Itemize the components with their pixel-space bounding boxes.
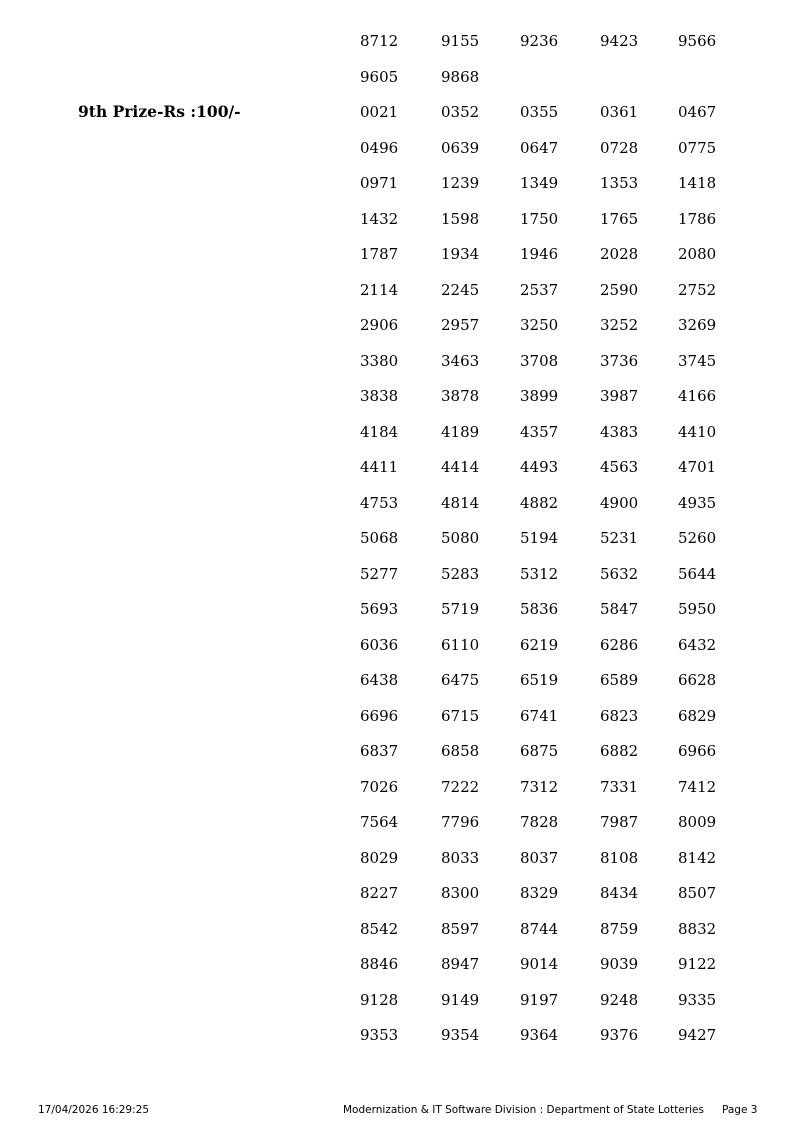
winning-number: 9376 [600, 1026, 639, 1044]
winning-number: 1934 [441, 245, 480, 263]
winning-number: 8329 [520, 884, 559, 902]
winning-number: 0361 [600, 103, 639, 121]
table-row [0, 918, 800, 954]
winning-number: 9149 [441, 990, 480, 1009]
winning-number: 6966 [678, 742, 717, 760]
winning-number: 8009 [678, 813, 717, 831]
winning-number: 5194 [520, 529, 559, 547]
winning-number: 3838 [360, 387, 399, 405]
winning-number: 6628 [678, 671, 717, 689]
winning-number: 2906 [360, 316, 399, 334]
winning-number: 5693 [360, 600, 399, 618]
winning-number: 0775 [678, 138, 717, 157]
winning-number: 1786 [678, 209, 717, 228]
winning-number: 9197 [520, 990, 559, 1009]
winning-number: 2957 [441, 316, 480, 334]
table-row [0, 847, 800, 883]
prize-label: 9th Prize-Rs :100/- [78, 102, 241, 121]
winning-number: 9128 [360, 990, 399, 1009]
winning-number: 4166 [678, 387, 717, 405]
winning-number: 8434 [600, 884, 639, 902]
winning-number: 6519 [520, 671, 559, 689]
winning-number: 5277 [360, 564, 399, 583]
winning-number: 0647 [520, 138, 559, 157]
winning-number: 9236 [520, 32, 559, 50]
winning-number: 4184 [360, 422, 399, 441]
table-row [0, 101, 800, 137]
winning-number: 4383 [600, 422, 639, 441]
winning-number: 1765 [600, 209, 639, 228]
winning-number: 4753 [360, 493, 399, 512]
winning-number: 4493 [520, 458, 559, 476]
winning-number: 6589 [600, 671, 639, 689]
winning-number: 3252 [600, 316, 639, 334]
winning-number: 8142 [678, 848, 717, 867]
winning-number: 9364 [520, 1026, 559, 1044]
table-row [0, 208, 800, 244]
winning-number: 0971 [360, 174, 399, 192]
table-row [0, 421, 800, 457]
winning-number: 6858 [441, 742, 480, 760]
winning-number: 4882 [520, 493, 559, 512]
winning-number: 8947 [441, 955, 480, 973]
winning-number: 2028 [600, 245, 639, 263]
table-row [0, 563, 800, 599]
winning-number: 5283 [441, 564, 480, 583]
winning-number: 1598 [441, 209, 480, 228]
table-row [0, 669, 800, 705]
winning-number: 6438 [360, 671, 399, 689]
winning-number: 5847 [600, 600, 639, 618]
winning-number: 9039 [600, 955, 639, 973]
table-row [0, 314, 800, 350]
winning-number: 7312 [520, 777, 559, 796]
winning-number: 3987 [600, 387, 639, 405]
winning-number: 6741 [520, 706, 559, 725]
table-row [0, 740, 800, 776]
winning-number: 8744 [520, 919, 559, 938]
table-row [0, 953, 800, 989]
winning-number: 2245 [441, 280, 480, 299]
winning-number: 2114 [360, 280, 399, 299]
winning-number: 3745 [678, 351, 717, 370]
winning-number: 8108 [600, 848, 639, 867]
winning-number: 0021 [360, 103, 399, 121]
winning-number: 4189 [441, 422, 480, 441]
winning-number: 5080 [441, 529, 480, 547]
winning-number: 8029 [360, 848, 399, 867]
winning-number: 4935 [678, 493, 717, 512]
table-row [0, 172, 800, 208]
table-row [0, 1024, 800, 1060]
winning-number: 8597 [441, 919, 480, 938]
winning-number: 6882 [600, 742, 639, 760]
winning-number: 1349 [520, 174, 559, 192]
winning-number: 6475 [441, 671, 480, 689]
winning-number: 9354 [441, 1026, 480, 1044]
table-row [0, 634, 800, 670]
winning-number: 3736 [600, 351, 639, 370]
table-row [0, 350, 800, 386]
winning-number: 2537 [520, 280, 559, 299]
winning-number: 6875 [520, 742, 559, 760]
winning-number: 0639 [441, 138, 480, 157]
winning-number: 8832 [678, 919, 717, 938]
winning-number: 3269 [678, 316, 717, 334]
winning-number: 0496 [360, 138, 399, 157]
winning-number: 8507 [678, 884, 717, 902]
winning-number: 6696 [360, 706, 399, 725]
winning-number: 3708 [520, 351, 559, 370]
winning-number: 3250 [520, 316, 559, 334]
winning-number: 7987 [600, 813, 639, 831]
winning-number: 0352 [441, 103, 480, 121]
winning-number: 9014 [520, 955, 559, 973]
winning-number: 9423 [600, 32, 639, 50]
winning-number: 7796 [441, 813, 480, 831]
table-row [0, 776, 800, 812]
footer-division: Modernization & IT Software Division : Department of State Lotteries [343, 1104, 704, 1116]
winning-number: 5231 [600, 529, 639, 547]
winning-number: 7564 [360, 813, 399, 831]
winning-number: 5632 [600, 564, 639, 583]
table-row [0, 882, 800, 918]
winning-number: 4414 [441, 458, 480, 476]
winning-number: 0355 [520, 103, 559, 121]
winning-number: 4701 [678, 458, 717, 476]
table-row [0, 30, 800, 66]
winning-number: 4357 [520, 422, 559, 441]
winning-number: 2590 [600, 280, 639, 299]
winning-number: 7026 [360, 777, 399, 796]
winning-number: 3463 [441, 351, 480, 370]
winning-number: 9566 [678, 32, 717, 50]
table-row [0, 279, 800, 315]
winning-number: 9427 [678, 1026, 717, 1044]
winning-number: 3899 [520, 387, 559, 405]
winning-number: 2080 [678, 245, 717, 263]
winning-number: 4411 [360, 458, 399, 476]
winning-number: 5312 [520, 564, 559, 583]
winning-number: 7331 [600, 777, 639, 796]
winning-number: 1946 [520, 245, 559, 263]
winning-number: 6715 [441, 706, 480, 725]
table-row [0, 456, 800, 492]
table-row [0, 811, 800, 847]
winning-number: 6837 [360, 742, 399, 760]
winning-number: 8033 [441, 848, 480, 867]
winning-number: 8037 [520, 848, 559, 867]
page-footer [0, 1104, 800, 1124]
winning-number: 1750 [520, 209, 559, 228]
table-row [0, 705, 800, 741]
winning-number: 6823 [600, 706, 639, 725]
winning-number: 1353 [600, 174, 639, 192]
table-row [0, 989, 800, 1025]
winning-number: 1239 [441, 174, 480, 192]
winning-number: 3380 [360, 351, 399, 370]
winning-number: 4410 [678, 422, 717, 441]
winning-number: 0467 [678, 103, 717, 121]
winning-number: 6110 [441, 635, 480, 654]
table-row [0, 385, 800, 421]
winning-number: 6036 [360, 635, 399, 654]
table-row [0, 137, 800, 173]
winning-number: 9335 [678, 990, 717, 1009]
winning-number: 1432 [360, 209, 399, 228]
table-row [0, 598, 800, 634]
winning-number: 9122 [678, 955, 717, 973]
winning-number: 6432 [678, 635, 717, 654]
table-row [0, 243, 800, 279]
winning-number: 8846 [360, 955, 399, 973]
winning-number: 8227 [360, 884, 399, 902]
winning-number: 5950 [678, 600, 717, 618]
winning-number: 8759 [600, 919, 639, 938]
winning-number: 9605 [360, 67, 399, 86]
table-row [0, 66, 800, 102]
winning-number: 6219 [520, 635, 559, 654]
winning-number: 3878 [441, 387, 480, 405]
winning-number: 0728 [600, 138, 639, 157]
winning-number: 4900 [600, 493, 639, 512]
winning-number: 9868 [441, 67, 480, 86]
winning-number: 6286 [600, 635, 639, 654]
winning-number: 9155 [441, 32, 480, 50]
winning-number: 7222 [441, 777, 480, 796]
winning-number: 8300 [441, 884, 480, 902]
winning-number: 7412 [678, 777, 717, 796]
winning-number: 2752 [678, 280, 717, 299]
winning-number: 8712 [360, 32, 399, 50]
winning-number: 4814 [441, 493, 480, 512]
winning-number: 7828 [520, 813, 559, 831]
winning-number: 9248 [600, 990, 639, 1009]
table-row [0, 527, 800, 563]
winning-number: 9353 [360, 1026, 399, 1044]
winning-number: 5836 [520, 600, 559, 618]
winning-number: 1418 [678, 174, 717, 192]
winning-number: 1787 [360, 245, 399, 263]
winning-number: 5260 [678, 529, 717, 547]
table-row [0, 492, 800, 528]
winning-number: 5719 [441, 600, 480, 618]
winning-number: 5068 [360, 529, 399, 547]
winning-number: 4563 [600, 458, 639, 476]
footer-datetime: 17/04/2026 16:29:25 [38, 1104, 150, 1116]
footer-page-number: Page 3 [722, 1104, 758, 1116]
winning-number: 8542 [360, 919, 399, 938]
winning-number: 5644 [678, 564, 717, 583]
winning-number: 6829 [678, 706, 717, 725]
